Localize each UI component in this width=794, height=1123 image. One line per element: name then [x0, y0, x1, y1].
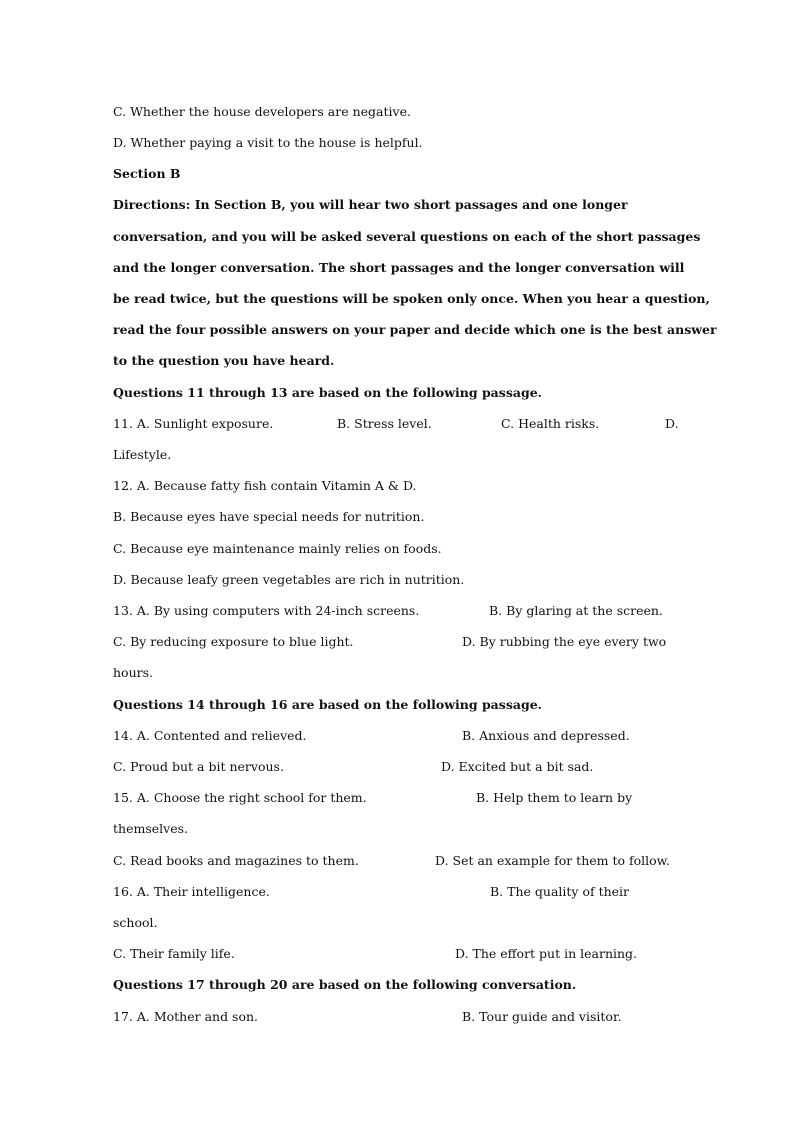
option-11c: C. Health risks. — [501, 416, 600, 431]
questions-heading-11-13: Questions 11 through 13 are based on the following passage. — [113, 385, 543, 400]
option-13c: C. By reducing exposure to blue light. — [113, 634, 354, 649]
option-15a: 15. A. Choose the right school for them. — [113, 790, 367, 805]
option-11b: B. Stress level. — [337, 416, 432, 431]
option-17b: B. Tour guide and visitor. — [462, 1009, 622, 1024]
option-16b-continued: school. — [113, 915, 158, 930]
question-14-row-2 — [0, 759, 794, 779]
directions-line-5: read the four possible answers on your paper and decide which one is the best answer — [113, 322, 717, 337]
option-13b: B. By glaring at the screen. — [489, 603, 663, 618]
option-12d: D. Because leafy green vegetables are rich in nutrition. — [113, 572, 465, 587]
option-14a: 14. A. Contented and relieved. — [113, 728, 307, 743]
question-17 — [0, 1009, 794, 1029]
option-14c: C. Proud but a bit nervous. — [113, 759, 284, 774]
questions-heading-14-16: Questions 14 through 16 are based on the following passage. — [113, 697, 543, 712]
option-12a: 12. A. Because fatty fish contain Vitamin A & D. — [113, 478, 417, 493]
option-15b: B. Help them to learn by — [476, 790, 633, 805]
option-14b: B. Anxious and depressed. — [462, 728, 630, 743]
option-11d-continued: Lifestyle. — [113, 447, 172, 462]
question-13-row-2 — [0, 634, 794, 654]
directions-line-6: to the question you have heard. — [113, 353, 335, 368]
questions-heading-17-20: Questions 17 through 20 are based on the following conversation. — [113, 977, 577, 992]
directions-line-2: conversation, and you will be asked several questions on each of the short passages — [113, 229, 701, 244]
option-16a: 16. A. Their intelligence. — [113, 884, 270, 899]
directions-line-1: Directions: In Section B, you will hear two short passages and one longer — [113, 197, 628, 212]
option-16c: C. Their family life. — [113, 946, 235, 961]
option-11d: D. — [665, 416, 679, 431]
option-14d: D. Excited but a bit sad. — [441, 759, 594, 774]
question-14-row-1 — [0, 728, 794, 748]
question-15-row-1 — [0, 790, 794, 810]
option-17a: 17. A. Mother and son. — [113, 1009, 259, 1024]
directions-line-4: be read twice, but the questions will be spoken only once. When you hear a question, — [113, 291, 710, 306]
option-13d-continued: hours. — [113, 665, 153, 680]
option-13a: 13. A. By using computers with 24-inch screens. — [113, 603, 420, 618]
option-11a: 11. A. Sunlight exposure. — [113, 416, 274, 431]
question-13-row-1 — [0, 603, 794, 623]
option-13d: D. By rubbing the eye every two — [462, 634, 667, 649]
section-heading: Section B — [113, 166, 181, 181]
question-11 — [0, 416, 794, 436]
directions-line-3: and the longer conversation. The short passages and the longer conversation will — [113, 260, 685, 275]
option-10d: D. Whether paying a visit to the house is helpful. — [113, 135, 423, 150]
question-16-row-1 — [0, 884, 794, 904]
option-16d: D. The effort put in learning. — [455, 946, 638, 961]
question-15-row-2 — [0, 853, 794, 873]
option-15b-continued: themselves. — [113, 821, 188, 836]
option-10c: C. Whether the house developers are negative. — [113, 104, 411, 119]
option-15d: D. Set an example for them to follow. — [435, 853, 670, 868]
option-12b: B. Because eyes have special needs for nutrition. — [113, 509, 425, 524]
option-12c: C. Because eye maintenance mainly relies on foods. — [113, 541, 442, 556]
question-16-row-2 — [0, 946, 794, 966]
option-16b: B. The quality of their — [490, 884, 630, 899]
option-15c: C. Read books and magazines to them. — [113, 853, 359, 868]
